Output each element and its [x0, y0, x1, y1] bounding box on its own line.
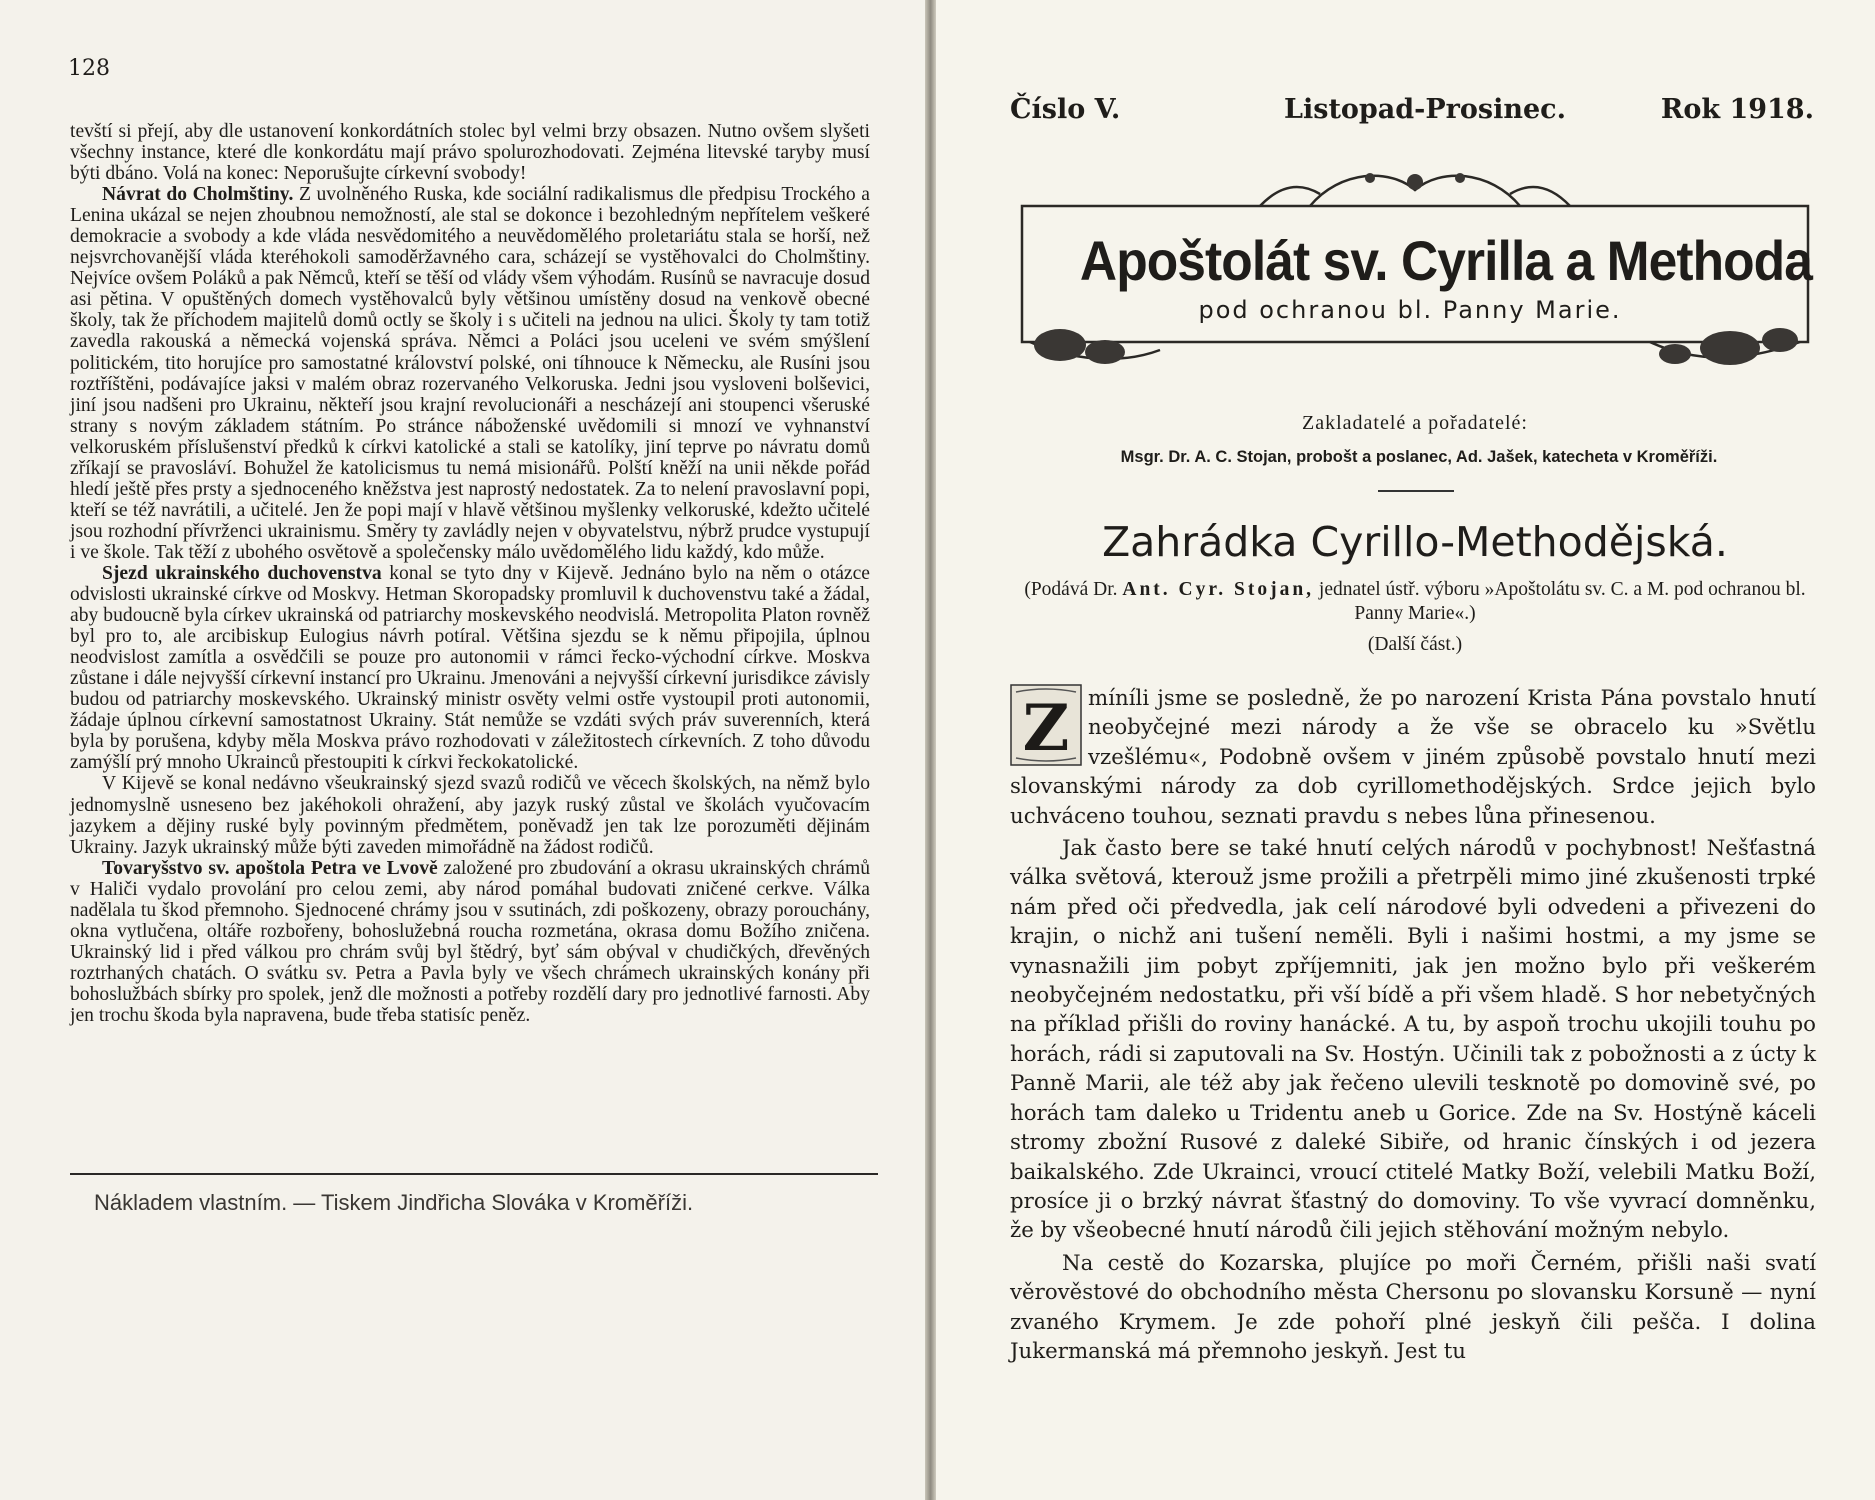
paragraph-heading: Návrat do Cholmštiny.: [102, 184, 294, 206]
issue-months: Listopad-Prosinec.: [1284, 94, 1567, 125]
masthead: [1010, 160, 1820, 370]
left-paragraph-2: Návrat do Cholmštiny. Z uvolněného Ruska, kde sociální radikalismus dle předpisu Trockého a Lenina ukázal se nejen zhoubnou nemožností, ale stal se dokonce i bezohledným nepřítelem veškeré demokracie a svobody a kde vláda nesvědomitého a neuvědomělého proletariátu stala se horší, než nejsvrchovanější vláda kteréhokoli samoděržavného cara, scházejí se vystěhovalci do Cholmštiny. Nejvíce ovšem Poláků a pak Němců, kteří se těší od vlády všem výhodám. Rusínů se navracuje dosud asi pětina. V opuštěných domech vystěhovalců byly většinou umístěny dosud na venkově obecné školy, tak že příchodem majitelů domů octly se školy i s učiteli na jednou na ulici. Školy ty tam totiž zavedla rakouská a německá vojenská správa. Němci a Poláci jsou uceleni ve svém smýšlení politickém, tito horujíce pro samostatné království polské, oni tíhnouce k Německu, ale Rusíni jsou roztříštěni, podávajíce jaksi v malém obraz rozervaného Velkoruska. Jedni jsou vysloveni bolševici, jiní jsou nadšeni pro Ukrainu, někteří jsou krajní revolucionáři a nescházejí ani stoupenci všeruské strany s novým základem státním. Po stránce náboženské uvědomili si mnozí ve vyhnanství velkoruském příslušenství předků k církvi katolické a stali se katolíky, jiní teprve po návratu domů zříkají se pravosláví. Bohužel že katolicismus tu nemá misionářů. Polští kněží na unii někde pořád hledí ještě přes prsty a sjednoceného kněžstva jest naprostý nedostatek. Za to nelení pravoslavní popi, kteří se též navrátili, a učitelé. Jen že popi mají v hlavě většinou myšlenky velkoruské, kdežto učitelé jsou rozhodní přívrženci ukrainismu. Směry ty zavládly nejen v obyvatelstvu, nýbrž prudce vystupují i ve škole. Tak těží z ubohého osvětově a společensky málo uvědomělého lidu každý, kdo může.: [70, 184, 871, 563]
right-article-body: [1010, 684, 1816, 1366]
author-name: Ant. Cyr. Stojan,: [1122, 579, 1315, 600]
article-byline: (Podává Dr. Ant. Cyr. Stojan, jednatel ústř. výboru »Apoštolátu sv. C. a M. pod ochranou bl. Panny Marie«.): [1024, 579, 1806, 624]
drop-cap: [1010, 684, 1088, 772]
left-page: [0, 0, 925, 1500]
left-paragraph-3: Sjezd ukrainského duchovenstva konal se tyto dny v Kijevě. Jednáno bylo na něm o otázce odvislosti ukrainské církve od Moskvy. Hetman Skoropadsky promluvil k duchovenstvu také a žádal, aby budoucně byla církev ukrainská od patriarchy moskevského neodvislá. Metropolita Platon rovněž byl pro to, ale arcibiskup Eulogius návrh potíral. Většina sjezdu se k němu připojila, úplnou neodvislost zamítla a osvědčili se pouze pro autonomii v rámci řecko-východní církve. Moskva zůstane i dále nejvyšší církevní instancí pro Ukrainu. Jmenováni a nejvyšší církevní jurisdikce závisly budou od patriarchy moskevského. Ukrainský ministr osvěty velmi ostře vystoupil proti autonomii, žádaje úplnou církevní samostatnost Ukrainy. Stát nemůže se vzdáti svých práv suverenních, která byla by porušena, kdyby měla Moskva právo rozhodovati v záležitostech církevních. Z toho důvodu zamýšlí prý mnoho Ukrainců přestoupiti k církvi řeckokatolické.: [70, 562, 870, 774]
issue-header: [1010, 94, 1814, 128]
continued-note: (Další část.): [1367, 634, 1463, 655]
page-number: 128: [68, 56, 110, 81]
masthead-title: Apoštolát sv. Cyrilla a Methoda: [1079, 229, 1812, 292]
masthead-subtitle: pod ochranou bl. Panny Marie.: [1198, 296, 1622, 324]
ornamental-initial-icon: [1010, 684, 1082, 766]
book-gutter: [925, 0, 936, 1500]
paragraph-heading: Tovaryšstvo sv. apoštola Petra ve Lvově: [102, 857, 438, 879]
right-paragraph-2: Jak často bere se také hnutí celých národů v pochybnost! Nešťastná válka světová, kterouž jsme prožili a přetrpěli mimo jiné zkušenosti trpké nám před oči předvedla, jak celí národové byli odvedeni a přivezeni do krajin, o nichž ani tušení neměli. Byli i našimi hostmi, a my jsme se vynasnažili jim pobyt zpříjemniti, jak jen možno bylo při veškerém neobyčejném nedostatku, při vší bídě a při všem hladě. S hor nebetyčných na příklad přišli do roviny hanácké. A tu, by aspoň trochu ukojili touhu po horách, rádi si zaputovali na Sv. Hostýn. Učinili tak z pobožnosti a z úcty k Panně Marii, ale též aby jak řečeno ulevili tesknotě po domovině své, po horách tam daleko u Tridentu aneb u Gorice. Zde na Sv. Hostýně káceli stromy zbožní Rusové z daleké Sibiře, od hranic čínských i od jezera baikalského. Zde Ukrainci, vroucí ctitelé Matky Boží, velebili Matku Boží, prosíce ji o brzký návrat šťastný do domoviny. To vše vyvrací domněnku, že by všeobecné hnutí národů čili jejich stěhování možným nebylo.: [1010, 836, 1816, 1244]
footer-imprint: Nákladem vlastním. — Tiskem Jindřicha Slováka v Kroměříži.: [94, 1190, 694, 1215]
right-paragraph-3: Na cestě do Kozarska, plujíce po moři Černém, přišli naši svatí věrověstové do obchodního města Chersonu po slovansku Korsuně — nyní zvaného Krymem. Je zde pohoří plné jeskyň čili pešča. I dolina Jukermanská má přemnoho jeskyň. Jest tu: [1010, 1250, 1816, 1364]
founders-label: Zakladatelé a pořadatelé:: [1302, 412, 1528, 434]
issue-number: Číslo V.: [1010, 94, 1121, 125]
left-paragraph-4: V Kijevě se konal nedávno všeukrainský sjezd svazů rodičů ve věcech školských, na němž bylo jednomyslně usneseno bez jakéhokoli ohražení, aby jazyk ruský zůstal ve školách vyučovacím jazykem a dějiny ruské byly povinným předmětem, poněvadž jen tak lze porozuměti dějinám Ukrainy. Jazyk ukrainský může býti zaveden mimořádně na žádost rodičů.: [70, 773, 870, 858]
footer-divider: [70, 1173, 878, 1175]
paragraph-heading: Sjezd ukrainského duchovenstva: [102, 562, 382, 584]
issue-year: Rok 1918.: [1660, 94, 1814, 125]
left-paragraph-5: Tovaryšstvo sv. apoštola Petra ve Lvově založené pro zbudování a okrasu ukrainských chrámů v Haliči vydalo provolání pro celou zemi, aby národ pomáhal budovati zničené cerkve. Válka nadělala tu škod přemnoho. Sjednocené chrámy jsou v ssutinách, zdi poškozeny, obrazy porouchány, okna vytlučena, oltáře rozbořeny, bohoslužebná roucha rozmetána, okrasa domu Božího zničena. Ukrainský lid i před válkou pro chrám svůj byl štědrý, byť sám obýval v chudičkých, dřevěných roztrhaných chatách. O svátku sv. Petra a Pavla byly ve všech chrámech ukrainských konány při bohoslužbách sbírky pro spolek, jenž dle možnosti a potřeby rozdělí dary pro jednotlivé farnosti. Aby jen trochu škoda byla napravena, bude třeba statisíc peněz.: [70, 857, 870, 1026]
drop-cap-letter: Z: [1022, 691, 1070, 766]
right-paragraph-1: míníli jsme se posledně, že po narození Krista Pána povstalo hnutí neobyčejné mezi národy a že vše se obracelo ku »Světlu vzešlému«, Podobně ovšem v jiném způsobě povstalo hnutí mezi slovanskými národy za dob cyrillomethodějských. Srdce jejich bylo uchváceno touhou, seznati pravdu s nebes lůna přinesenou.: [1010, 686, 1816, 829]
section-divider: [1378, 490, 1454, 492]
left-article-body: [70, 121, 870, 1026]
founders-names: Msgr. Dr. A. C. Stojan, probošt a poslanec, Ad. Jašek, katecheta v Kroměříži.: [1120, 448, 1718, 466]
left-paragraph-1: tevští si přejí, aby dle ustanovení konkordátních stolec byl velmi brzy obsazen. Nutno ovšem slyšeti všechny instance, které dle konkordátu mají právo spolurozhodovati. Zejména litevské taryby musí býti dbáno. Volá na konec: Neporušujte církevní svobody!: [70, 121, 870, 185]
article-title: Zahrádka Cyrillo-Methodějská.: [1102, 518, 1728, 566]
